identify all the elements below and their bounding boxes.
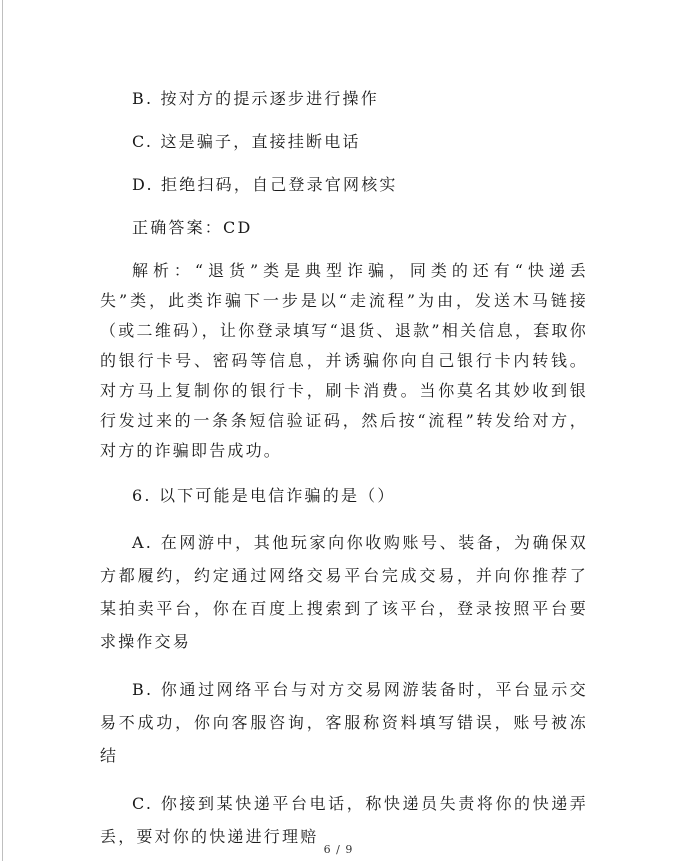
document-page	[100, 84, 588, 853]
option-c: C. 这是骗子，直接挂断电话	[132, 132, 361, 151]
page-edge-line	[2, 0, 3, 861]
correct-answer: 正确答案：CD	[132, 218, 253, 237]
question-6-stem: 6. 以下可能是电信诈骗的是（）	[132, 486, 396, 505]
option-d: D. 拒绝扫码，自己登录官网核实	[132, 175, 398, 194]
question-6-choice-c: C. 你接到某快递平台电话，称快递员失责将你的快递弄丢，要对你的快递进行理赔	[100, 794, 588, 846]
option-b: B. 按对方的提示逐步进行操作	[132, 89, 379, 108]
explanation: 解析：“退货”类是典型诈骗，同类的还有“快递丢失”类，此类诈骗下一步是以“走流程”为由，发送木马链接（或二维码），让你登录填写“退货、退款”相关信息，套取你的银行卡号、密码等信息，并诱骗你向自己银行卡内转钱。对方马上复制你的银行卡，刷卡消费。当你莫名其妙收到银行发过来的一条条短信验证码，然后按“流程”转发给对方，对方的诈骗即告成功。	[100, 261, 588, 460]
question-6-choice-a: A. 在网游中，其他玩家向你收购账号、装备，为确保双方都履约，约定通过网络交易平台完成交易，并向你推荐了某拍卖平台，你在百度上搜索到了该平台，登录按照平台要求操作交易	[100, 533, 588, 651]
page-number: 6 / 9	[323, 843, 354, 856]
question-6-choice-b: B. 你通过网络平台与对方交易网游装备时，平台显示交易不成功，你向客服咨询，客服称资料填写错误，账号被冻结	[100, 680, 588, 765]
